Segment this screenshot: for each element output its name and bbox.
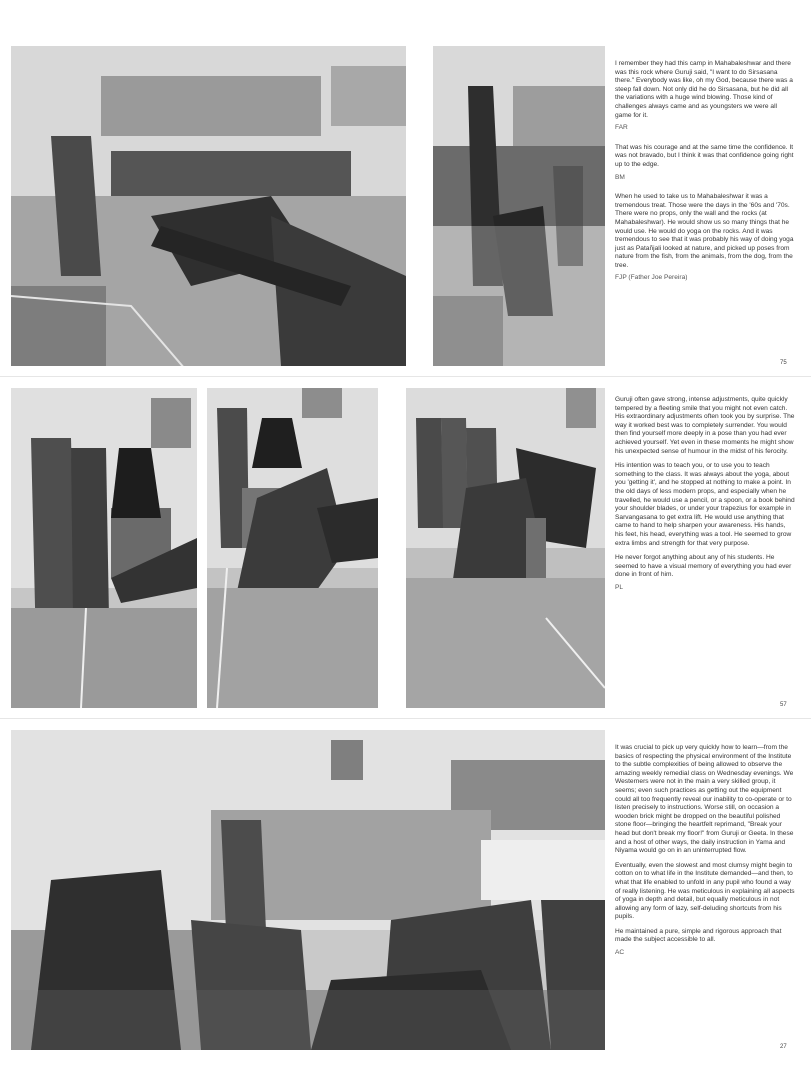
page-number: 27: [780, 1044, 787, 1050]
signature-ac: AC: [615, 949, 625, 957]
photo-headstand: [433, 46, 605, 366]
quote-pure-approach: He maintained a pure, simple and rigorous approach that made the subject accessible to all.: [615, 927, 782, 944]
page-number: 75: [780, 360, 787, 366]
quote-courage: That was his courage and at the same time the confidence. It was not bravado, but I think it was that confidence going right up to the edge.: [615, 143, 794, 168]
spread-page-57: [0, 380, 811, 715]
photo-adjustment-two: [406, 388, 605, 708]
photo-adjustment-one: [207, 388, 378, 708]
photo-students-statue: [11, 388, 197, 708]
photo-adjustment-one-image: [207, 388, 378, 708]
spread-divider: [0, 718, 811, 719]
signature-far: FAR: [615, 124, 628, 132]
spread-page-75: [0, 36, 811, 374]
photo-headstand-image: [433, 46, 605, 366]
quote-intention-teach: His intention was to teach you, or to use you to teach something to the class. It was always about the yoga, about you 'getting it', and he stopped at nothing to make a point. In the old days of less modern props, and especially when he travelled, he would use a pencil, or a spoon, or a book behind your shoulder blades, or under your trapezius for example in Sarvangasana to get extra lift. He would use anything that came to hand to help sharpen your awareness. His hands, his feet, his head, everything was a tool. He seemed to grow extra limbs and strength for that very purpose.: [615, 462, 795, 547]
signature-bm: BM: [615, 173, 625, 181]
signature-pl: PL: [615, 583, 624, 591]
photo-students-statue-image: [11, 388, 197, 708]
quote-cotton-on: Eventually, even the slowest and most clumsy might begin to cotton on to what life in the Institute demanded—and then, to what that life enabled to unfold in any pupil who found a way of really listening. He was meticulous in explaining all aspects of yoga in depth and detail, but equally meticulous in not allowing any form of lazy, self-deluding shortcuts from his pupils.: [615, 861, 795, 921]
quote-pick-up-learning: It was crucial to pick up very quickly how to learn—from the basics of respecting the physical environment of the Institute to the subtle complexities of being allowed to observe the amazing weekly remedial class on Wednesday evenings. We Westerners were not in the main a very skilled group, it seems; even such practices as getting out the equipment could all too frequently reveal our inability to co-operate or to listen precisely to instructions. Worse still, on occasion a wooden brick might be dropped on the beautiful polished stone floor—bringing the heartfelt reprimand, "Break your head but don't break my floor!" from Guruji or Geeta. In these and a host of other ways, the daily instruction in Yama and Niyama would go on in an uninterrupted flow.: [615, 744, 794, 855]
text-column-spread3: [615, 744, 795, 969]
photo-class-hall-image: [11, 730, 605, 1050]
photo-class-hall: [11, 730, 605, 1050]
quote-intense-adjustments: Guruji often gave strong, intense adjustments, quite quickly tempered by a fleeting smile that you might not even catch. His extraordinary adjustments often took you by surprise. The way it worked best was to completely surrender. You would then find yourself more deeply in a pose than you had ever achieved yourself. Yet even in these moments he might show his unexpected sense of humour in the midst of his ferocity.: [615, 396, 795, 455]
signature-fjp: FJP (Father Joe Pereira): [615, 274, 688, 282]
quote-mahabaleshwar-rock: I remember they had this camp in Mahabaleshwar and there was this rock where Guruji said, "I want to do Sirsasana there." Everybody was like, oh my God, because there was a steep fall down. Not only did he do Sirsasana, but he did all the variations with a huge wind blowing. Those kind of challenges always came and as youngsters we were all game for it.: [615, 60, 793, 119]
text-column-spread2: [615, 396, 795, 603]
text-column-spread1: [615, 60, 795, 294]
spread-page-27: [0, 722, 811, 1058]
photo-adjustment-two-image: [406, 388, 605, 708]
quote-visual-memory: He never forgot anything about any of his students. He seemed to have a visual memory of everything you had ever done in front of him.: [615, 554, 792, 579]
page-number: 57: [780, 702, 787, 708]
photo-hall-inversions: [11, 46, 406, 366]
photo-hall-inversions-image: [11, 46, 406, 366]
spread-divider: [0, 376, 811, 377]
quote-props-rocks: When he used to take us to Mahabaleshwar it was a tremendous treat. Those were the days in the '60s and '70s. There were no props, only the wall and the rocks (at Mahabaleshwar). He would show us so many things that he would use. He would do yoga on the rocks. And it was tremendous to see that it was probably his way of doing yoga just as Patañjali looked at nature, and picked up poses from nature from the fish, from the animals, from the dog, from the tree.: [615, 193, 794, 269]
